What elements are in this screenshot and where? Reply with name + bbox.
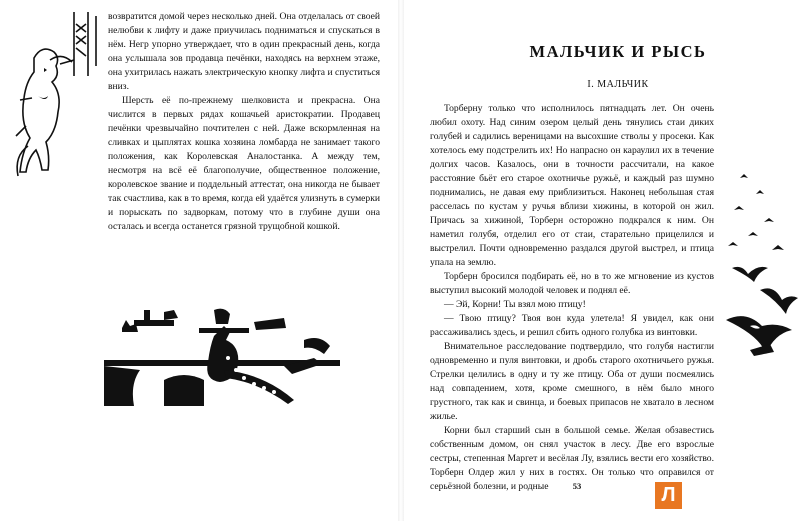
paragraph: возвратится домой через несколько дней. Она отделалась от своей нелюбви к лифту и даже приучилась подниматься и спускаться в нём. Негр упорно утверждает, что в один прекрасный день, когда она услышала зов продавца печёнки, находясь на верхнем этаже, она ухитрилась нажать электрическую кнопку лифта и спуститься вниз. — [108, 11, 380, 92]
chapter-title: МАЛЬЧИК И РЫСЬ — [529, 42, 707, 61]
right-page — [404, 0, 800, 521]
paragraph: Внимательное расследование подтвердило, что голубя настигли одновременно и пуля винтовки, и дробь старого охотничьего ружья. Стрелки целились в одну и ту же птицу. Оба от души посмеялись над совпадением, хотя, кроме смешного, в нём было много грустного, так как и свинца, и боевых припасов не хватало в лесном жилье. — [430, 341, 714, 422]
page-number: 53 — [572, 481, 582, 491]
cat-on-pipe-illustration — [4, 6, 104, 196]
section-title: I. МАЛЬЧИК — [587, 79, 649, 90]
paragraph: — Эй, Корни! Ты взял мою птицу! — [444, 299, 586, 310]
publisher-logo: Л — [655, 482, 682, 509]
paragraph: Торберн бросился подбирать её, но в то же мгновение из кустов выступил высокий молодой человек и поднял её. — [430, 271, 714, 296]
left-page — [0, 0, 398, 521]
paragraph: Корни был старший сын в большой семье. Желая обзавестись собственным домом, он снял участок в лесу. Две его взрослые сестры, степенная Маргет и весёлая Лу, взялись вести его хозяйство. Торберн Олдер жил у них в гостях. Он только что оправился от серьёзной болезни, и родные — [430, 425, 714, 492]
paragraph: — Твою птицу? Твоя вон куда улетела! Я увидел, как они рассаживались здесь, и решил сбить одного голубка из винтовки. — [430, 313, 714, 338]
street-cats-illustration — [104, 300, 340, 410]
paragraph: Торберну только что исполнилось пятнадцать лет. Он очень любил охоту. Над синим озером целый день тянулись стаи диких голубей и садились вереницами на высохшие стволы у просеки. Как хотелось ему подстрелить их! Но напрасно он караулил их в течение долгих часов. Казалось, они в точности рассчитали, на какое расстояние бьёт его старое охотничье ружьё, и каждый раз шумно поднимались, не давая ему приблизиться. Наконец небольшая стая расселась по кустам у ручья вблизи хижины, в которой он жил. Причась за хижиной, Торберн осторожно подкрался к ним. Он наметил голубя, отделил его от стаи, старательно прицелился и выстрелил. Почти одновременно раздался другой выстрел, и птица упала на землю. — [430, 103, 714, 268]
paragraph: Шерсть её по-прежнему шелковиста и прекрасна. Она числится в первых рядах кошачьей аристократии. Продавец печёнки чрезвычайно почтителен с ней. Даже вскормленная на сливках и цыплятах кошка хозяина ломбарда не занимает такого положения, как Королевская Аналостанка. А между тем, несмотря на всё её благополучие, общественное положение, королевское звание и поддельный аттестат, она никогда не бывает так счастлива, как в то время, когда ей удаётся улизнуть в сумерки и порыскать по задворкам, потому что в глубине души она осталась и всегда останется грязной трущобной кошкой. — [108, 95, 380, 232]
flying-pigeons-illustration — [720, 150, 800, 380]
right-page-text — [430, 102, 714, 494]
left-page-text — [108, 10, 380, 234]
